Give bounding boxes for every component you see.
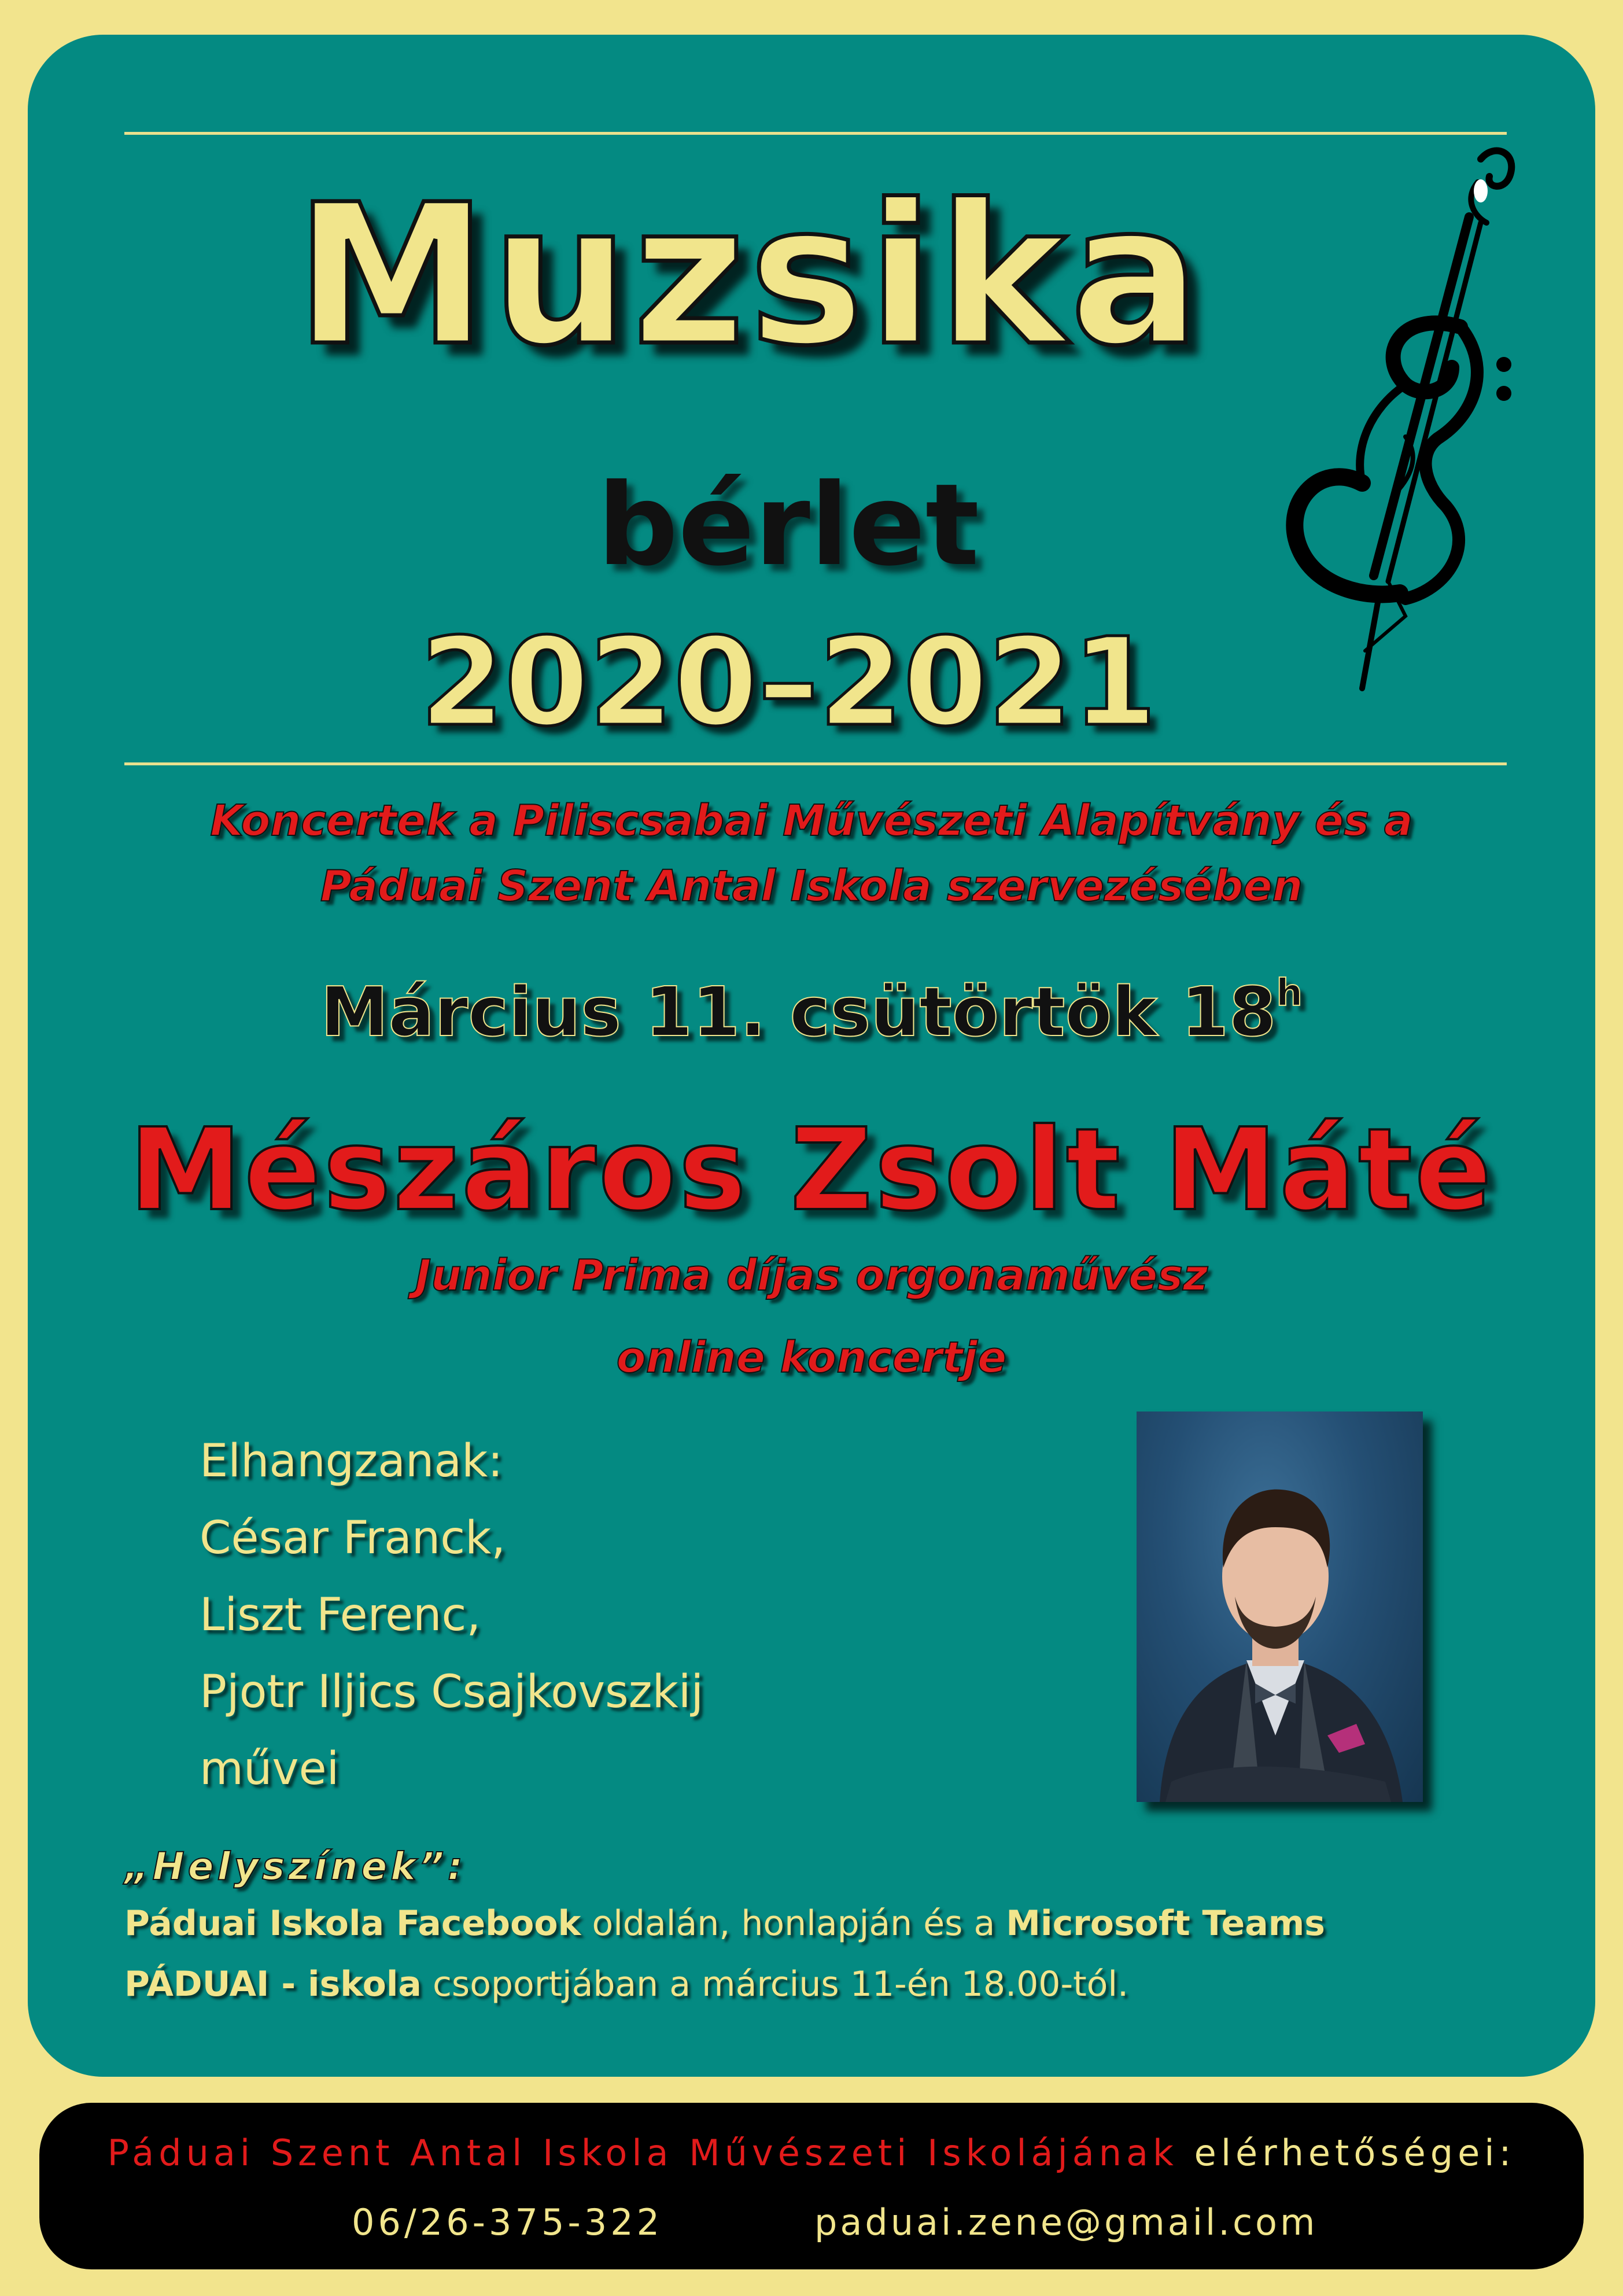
venue-facebook: Páduai Iskola Facebook [124,1903,581,1944]
organizers-line-2: Páduai Szent Antal Iskola szervezésében [320,861,1303,911]
composer-2: Liszt Ferenc, [200,1589,481,1641]
program-label: Elhangzanak: [200,1435,503,1487]
performer-photo [1137,1411,1423,1802]
composer-1: César Franck, [200,1512,506,1564]
season-years: 2020–2021 [420,611,1157,753]
poster-subtitle: bérlet [597,459,980,591]
venues-line-1 [124,1903,1325,1944]
venue-teams: Microsoft Teams [1006,1903,1325,1944]
program-list [200,1423,703,1808]
composer-3: Pjotr Iljics Csajkovszkij [200,1666,704,1718]
venues-line-2 [124,1964,1128,2004]
program-suffix: művei [200,1743,340,1795]
footer-school-name: Páduai Szent Antal Iskola Művészeti Iskolájának [107,2132,1178,2174]
event-date [0,972,1623,1052]
performer-name: Mészáros Zsolt Máté [129,1104,1494,1236]
cello-illustration [1232,136,1521,761]
concert-type: online koncertje [616,1333,1007,1383]
organizers-line-1: Koncertek a Piliscsabai Művészeti Alapítvány és a [210,796,1413,846]
contact-footer [39,2103,1584,2269]
venue-group: PÁDUAI - iskola [124,1964,422,2004]
performer-portrait-icon [1137,1411,1423,1802]
top-divider [124,132,1507,135]
event-hour-suffix: h [1276,972,1303,1015]
middle-divider [124,762,1507,765]
venues-label: „Helyszínek”: [124,1844,467,1889]
venues-line-1-text: oldalán, honlapján és a [581,1903,1006,1944]
footer-heading [39,2132,1584,2174]
performer-role: Junior Prima díjas orgonaművész [415,1251,1208,1300]
event-date-text: Március 11. csütörtök 18 [320,972,1277,1052]
footer-email[interactable]: paduai.zene@gmail.com [814,2201,1318,2243]
poster-title: Muzsika [295,163,1204,389]
footer-contacts-label: elérhetőségei: [1178,2132,1516,2174]
venues-line-2-text: csoportjában a március 11-én 18.00-tól. [421,1964,1129,2004]
footer-phone[interactable]: 06/26-375-322 [352,2201,663,2243]
